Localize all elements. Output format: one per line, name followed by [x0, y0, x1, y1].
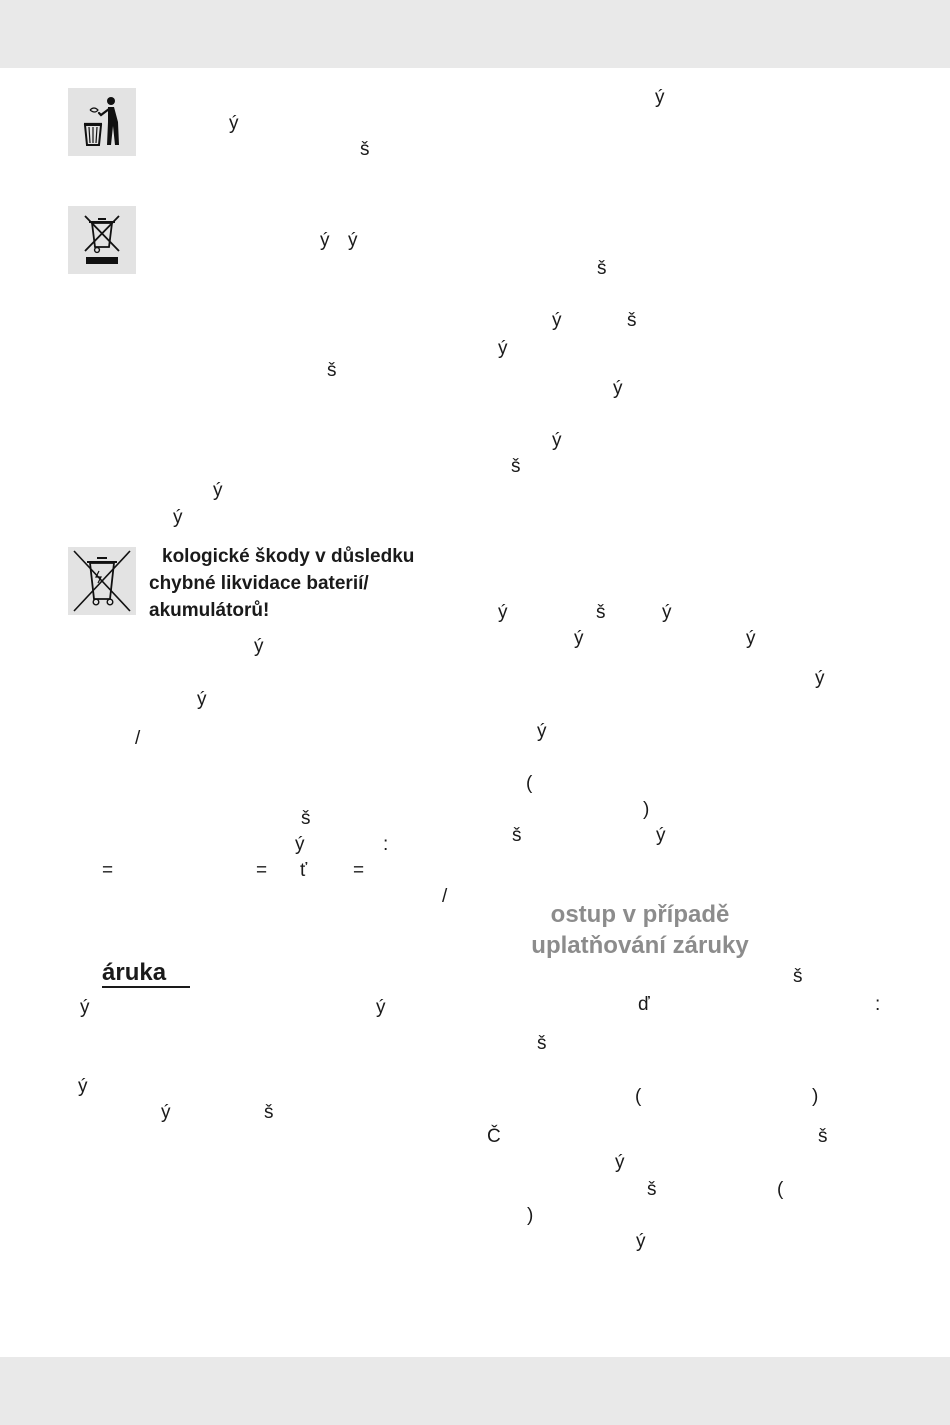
text-fragment: ý [815, 668, 825, 689]
text-fragment: š [647, 1179, 657, 1200]
text-fragment: ý [213, 480, 223, 501]
text-fragment: š [511, 456, 521, 477]
text-fragment: = [256, 860, 268, 881]
text-fragment: ý [78, 1076, 88, 1097]
text-fragment: ď [638, 994, 650, 1015]
litter-disposal-icon [68, 88, 136, 156]
text-fragment: š [596, 602, 606, 623]
text-fragment: ý [161, 1102, 171, 1123]
footer-band [0, 1357, 950, 1425]
text-fragment: š [512, 825, 522, 846]
text-fragment: ) [812, 1086, 819, 1107]
warranty-claim-heading-line1: ostup v případě [550, 901, 730, 928]
text-fragment: š [264, 1102, 274, 1123]
text-fragment: : [875, 994, 881, 1015]
battery-warning-line1: kologické škody v důsledku [162, 546, 415, 567]
text-fragment: ý [552, 310, 562, 331]
text-fragment: ý [746, 628, 756, 649]
battery-warning-heading [149, 543, 459, 624]
text-fragment: Č [487, 1126, 501, 1147]
text-fragment: ý [615, 1152, 625, 1173]
text-fragment: ý [636, 1231, 646, 1252]
battery-warning-line2: chybné likvidace baterií/ [149, 573, 369, 594]
text-fragment: = [102, 860, 114, 881]
text-fragment: ý [295, 834, 305, 855]
text-fragment: ý [80, 997, 90, 1018]
text-fragment: / [442, 886, 448, 907]
crossed-out-wheelie-bin-icon [68, 206, 136, 274]
text-fragment: ( [635, 1086, 642, 1107]
text-fragment: ý [656, 825, 666, 846]
text-fragment: ( [526, 773, 533, 794]
warranty-claim-heading [500, 899, 780, 961]
text-fragment: ý [655, 87, 665, 108]
text-fragment: ý [320, 230, 330, 251]
text-fragment: ý [552, 430, 562, 451]
text-fragment: ý [376, 997, 386, 1018]
text-fragment: ý [613, 378, 623, 399]
text-fragment: = [353, 860, 365, 881]
text-fragment: ý [537, 721, 547, 742]
text-fragment: ý [574, 628, 584, 649]
text-fragment: š [597, 258, 607, 279]
text-fragment: ) [643, 799, 650, 820]
text-fragment: ) [527, 1205, 534, 1226]
warranty-claim-heading-line2: uplatňování záruky [531, 932, 749, 959]
text-fragment: ý [348, 230, 358, 251]
text-fragment: š [327, 360, 337, 381]
text-fragment: š [360, 139, 370, 160]
text-fragment: ý [173, 507, 183, 528]
text-fragment: ý [229, 113, 239, 134]
warranty-heading-underline [102, 986, 190, 988]
text-fragment: š [627, 310, 637, 331]
text-fragment: ť [300, 860, 308, 881]
text-fragment: š [818, 1126, 828, 1147]
text-fragment: ý [254, 636, 264, 657]
text-fragment: ( [777, 1179, 784, 1200]
text-fragment: ý [498, 338, 508, 359]
text-fragment: ý [498, 602, 508, 623]
crossed-out-battery-bin-icon [68, 547, 136, 615]
text-fragment: ý [197, 689, 207, 710]
battery-warning-line3: akumulátorů! [149, 600, 270, 621]
text-fragment: š [537, 1033, 547, 1054]
text-fragment: : [383, 834, 389, 855]
header-band [0, 0, 950, 68]
text-fragment: š [793, 966, 803, 987]
text-fragment: ý [662, 602, 672, 623]
text-fragment: / [135, 728, 141, 749]
warranty-heading: áruka [102, 959, 167, 986]
text-fragment: š [301, 808, 311, 829]
